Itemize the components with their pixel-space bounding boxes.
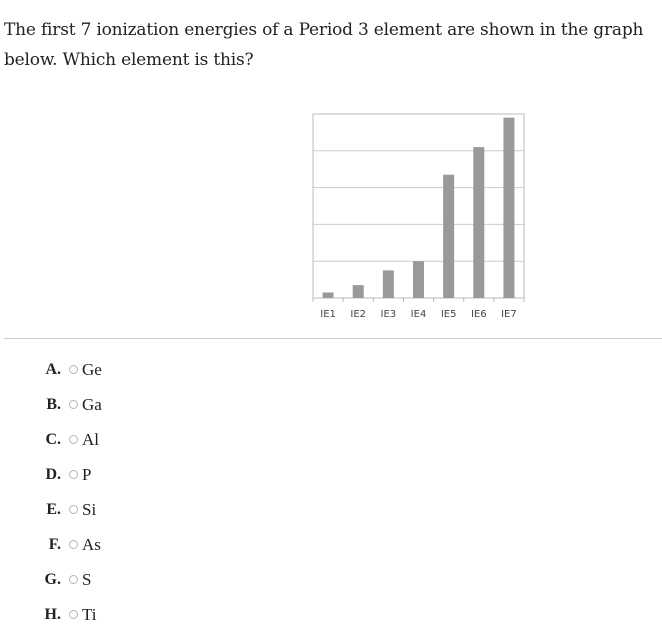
option-label: Ga: [82, 394, 102, 414]
chart-bar-ie4: [413, 261, 424, 298]
option-b[interactable]: [0, 387, 300, 422]
chart-tick-label: IE5: [440, 309, 457, 320]
option-label: S: [82, 569, 92, 589]
option-letter: C.: [45, 430, 61, 448]
chart-tick-label: IE3: [380, 309, 397, 320]
radio-button[interactable]: [69, 610, 78, 619]
radio-button[interactable]: [69, 365, 78, 374]
ionization-energy-chart: [300, 108, 540, 328]
option-letter: D.: [45, 465, 61, 483]
chart-bar-ie1: [323, 292, 334, 298]
option-label: Ti: [82, 604, 97, 624]
option-label: Ge: [82, 359, 102, 379]
option-label: Al: [82, 429, 99, 449]
option-d[interactable]: [0, 457, 300, 492]
answer-options: [0, 352, 300, 632]
option-letter: A.: [45, 360, 61, 378]
option-letter: H.: [44, 605, 61, 623]
option-f[interactable]: [0, 527, 300, 562]
radio-button[interactable]: [69, 505, 78, 514]
chart-bar-ie6: [473, 147, 484, 298]
radio-button[interactable]: [69, 470, 78, 479]
option-label: As: [82, 534, 101, 554]
chart-bar-ie2: [353, 285, 364, 298]
option-e[interactable]: [0, 492, 300, 527]
option-label: P: [82, 464, 92, 484]
option-a[interactable]: [0, 352, 300, 387]
option-h[interactable]: [0, 597, 300, 632]
option-label: Si: [82, 499, 97, 519]
radio-button[interactable]: [69, 575, 78, 584]
option-letter: F.: [48, 535, 61, 553]
radio-button[interactable]: [69, 540, 78, 549]
option-letter: G.: [44, 570, 61, 588]
chart-bar-ie5: [443, 175, 454, 298]
radio-button[interactable]: [69, 400, 78, 409]
radio-button[interactable]: [69, 435, 78, 444]
option-g[interactable]: [0, 562, 300, 597]
divider: [4, 338, 662, 339]
chart-tick-label: IE2: [350, 309, 367, 320]
option-c[interactable]: [0, 422, 300, 457]
question-text: The first 7 ionization energies of a Period 3 element are shown in the graph below. Which element is this?: [4, 20, 644, 70]
chart-tick-label: IE7: [501, 309, 517, 320]
option-letter: B.: [46, 395, 61, 413]
chart-tick-label: IE1: [320, 309, 336, 320]
chart-tick-label: IE6: [470, 309, 487, 320]
option-letter: E.: [46, 500, 61, 518]
chart-tick-label: IE4: [410, 309, 427, 320]
chart-bar-ie3: [383, 270, 394, 298]
chart-bar-ie7: [503, 118, 514, 298]
chart-svg: [300, 108, 540, 328]
